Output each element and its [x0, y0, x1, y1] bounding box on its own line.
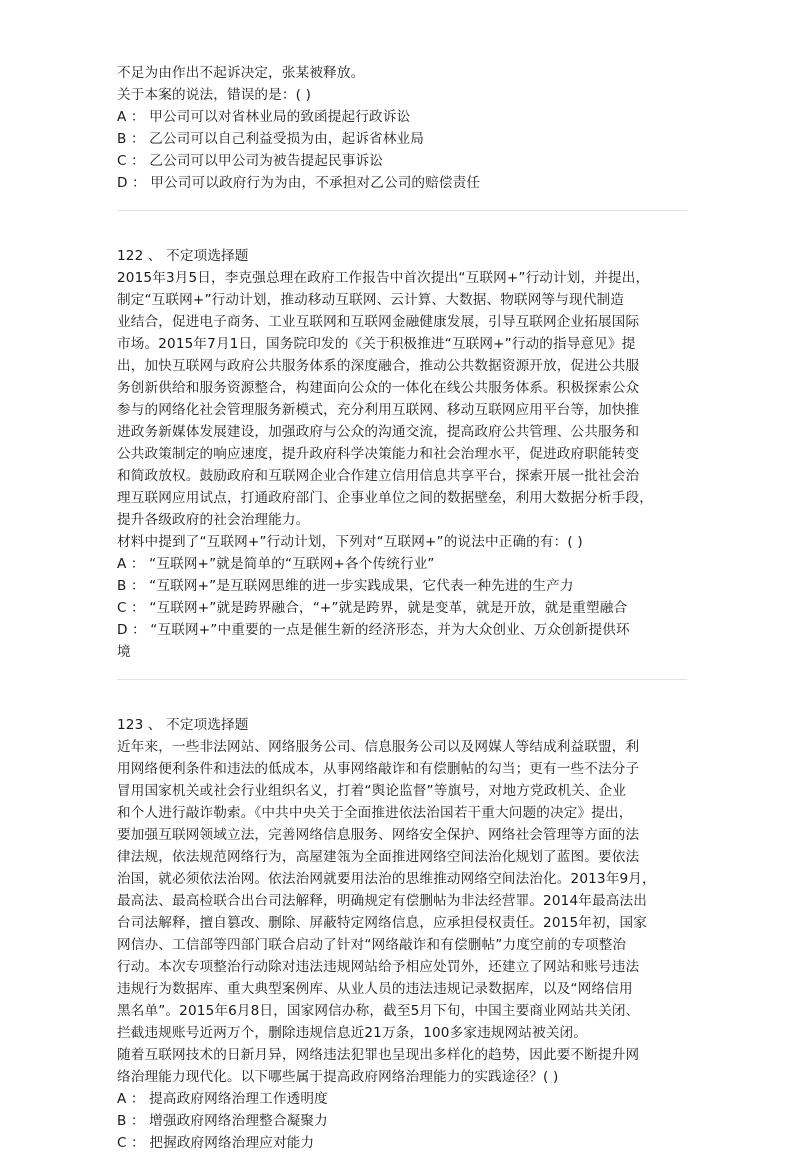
question-123 [117, 714, 687, 1154]
passage-line: 务创新供给和服务资源整合，构建面向公众的一体化在线公共服务体系。积极探索公众 [117, 380, 640, 396]
option-d: D ： 甲公司可以政府行为为由，不承担对乙公司的赔偿责任 [117, 175, 481, 191]
passage-line: 随着互联网技术的日新月异，网络违法犯罪也呈现出多样化的趋势，因此要不断提升网 [117, 1047, 640, 1063]
question-prompt: 络治理能力现代化。以下哪些属于提高政府网络治理能力的实践途径？( ) [117, 1069, 559, 1085]
option-b: B ： “互联网+”是互联网思维的进一步实践成果，它代表一种先进的生产力 [117, 578, 574, 594]
passage-line: 治国，就必须依法治网。依法治网就要用法治的思维推动网络空间法治化。2013年9月， [117, 871, 656, 887]
passage-line: 2015年3月5日，李克强总理在政府工作报告中首次提出“互联网+”行动计划，并提出， [117, 270, 650, 286]
option-c: C ： 把握政府网络治理应对能力 [117, 1135, 315, 1151]
passage-line: 行动。本次专项整治行动除对违法违规网站给予相应处罚外，还建立了网站和账号违法 [117, 959, 640, 975]
question-prompt: 关于本案的说法，错误的是：( ) [117, 87, 312, 103]
passage-line: 参与的网络化社会管理服务新模式，充分利用互联网、移动互联网应用平台等，加快推 [117, 402, 640, 418]
option-c: C ： “互联网+”就是跨界融合，“+”就是跨界，就是变革，就是开放，就是重塑融合 [117, 600, 628, 616]
option-d-continued: 境 [117, 644, 131, 660]
passage-line: 最高法、最高检联合出台司法解释，明确规定有偿删帖为非法经营罪。2014年最高法出 [117, 893, 647, 909]
passage-line: 业结合，促进电子商务、工业互联网和互联网金融健康发展，引导互联网企业拓展国际 [117, 314, 640, 330]
option-c: C ： 乙公司可以甲公司为被告提起民事诉讼 [117, 153, 383, 169]
passage-line: 理互联网应用试点，打通政府部门、企事业单位之间的数据壁垒，利用大数据分析手段， [117, 490, 654, 506]
passage-line: 出，加快互联网与政府公共服务体系的深度融合，推动公共数据资源开放，促进公共服 [117, 358, 640, 374]
passage-line: 拦截违规账号近两万个，删除违规信息近21万条，100多家违规网站被关闭。 [117, 1025, 588, 1041]
passage-line: 市场。2015年7月1日，国务院印发的《关于积极推进“互联网+”行动的指导意见》提 [117, 336, 636, 352]
passage-line: 进政务新媒体发展建设，加强政府与公众的沟通交流，提高政府公共管理、公共服务和 [117, 424, 640, 440]
option-b: B ： 乙公司可以自己利益受损为由，起诉省林业局 [117, 131, 425, 147]
option-a: A ： 甲公司可以对省林业局的致函提起行政诉讼 [117, 109, 411, 125]
text-line: 不足为由作出不起诉决定，张某被释放。 [117, 65, 365, 81]
passage-line: 制定“互联网+”行动计划，推动移动互联网、云计算、大数据、物联网等与现代制造 [117, 292, 624, 308]
option-b: B ： 增强政府网络治理整合凝聚力 [117, 1113, 328, 1129]
passage-line: 提升各级政府的社会治理能力。 [117, 512, 310, 528]
question-122 [117, 245, 687, 663]
passage-line: 律法规，依法规范网络行为，高屋建瓴为全面推进网络空间法治化规划了蓝图。要依法 [117, 849, 640, 865]
passage-line: 违规行为数据库、重大典型案例库、从业人员的违法违规记录数据库，以及“网络信用 [117, 981, 633, 997]
passage-line: 网信办、工信部等四部门联合启动了针对“网络敲诈和有偿删帖”力度空前的专项整治 [117, 937, 627, 953]
passage-line: 要加强互联网领域立法，完善网络信息服务、网络安全保护、网络社会管理等方面的法 [117, 827, 640, 843]
option-a: A ： “互联网+”就是简单的“互联网+各个传统行业” [117, 556, 435, 572]
passage-line: 冒用国家机关或社会行业组织名义，打着“舆论监督”等旗号，对地方党政机关、企业 [117, 783, 627, 799]
question-121-tail [117, 62, 687, 194]
passage-line: 和个人进行敲诈勒索。《中共中央关于全面推进依法治国若干重大问题的决定》提出， [117, 805, 633, 821]
option-d: D ： “互联网+”中重要的一点是催生新的经济形态，并为大众创业、万众创新提供环 [117, 622, 630, 638]
passage-line: 和简政放权。鼓励政府和互联网企业合作建立信用信息共享平台，探索开展一批社会治 [117, 468, 640, 484]
passage-line: 台司法解释，擅自篡改、删除、屏蔽特定网络信息，应承担侵权责任。2015年初，国家 [117, 915, 647, 931]
question-header: 122 、 不定项选择题 [117, 248, 249, 264]
question-prompt: 材料中提到了“互联网+”行动计划，下列对“互联网+”的说法中正确的有：( ) [117, 534, 583, 550]
document-page [117, 62, 687, 1154]
passage-line: 公共政策制定的响应速度，提升政府科学决策能力和社会治理水平，促进政府职能转变 [117, 446, 640, 462]
option-a: A ： 提高政府网络治理工作透明度 [117, 1091, 328, 1107]
passage-line: 近年来，一些非法网站、网络服务公司、信息服务公司以及网媒人等结成利益联盟，利 [117, 739, 640, 755]
passage-line: 黑名单”。2015年6月8日，国家网信办称，截至5月下旬，中国主要商业网站共关闭、 [117, 1003, 640, 1019]
passage-line: 用网络便利条件和违法的低成本，从事网络敲诈和有偿删帖的勾当；更有一些不法分子 [117, 761, 640, 777]
question-header: 123 、 不定项选择题 [117, 717, 249, 733]
